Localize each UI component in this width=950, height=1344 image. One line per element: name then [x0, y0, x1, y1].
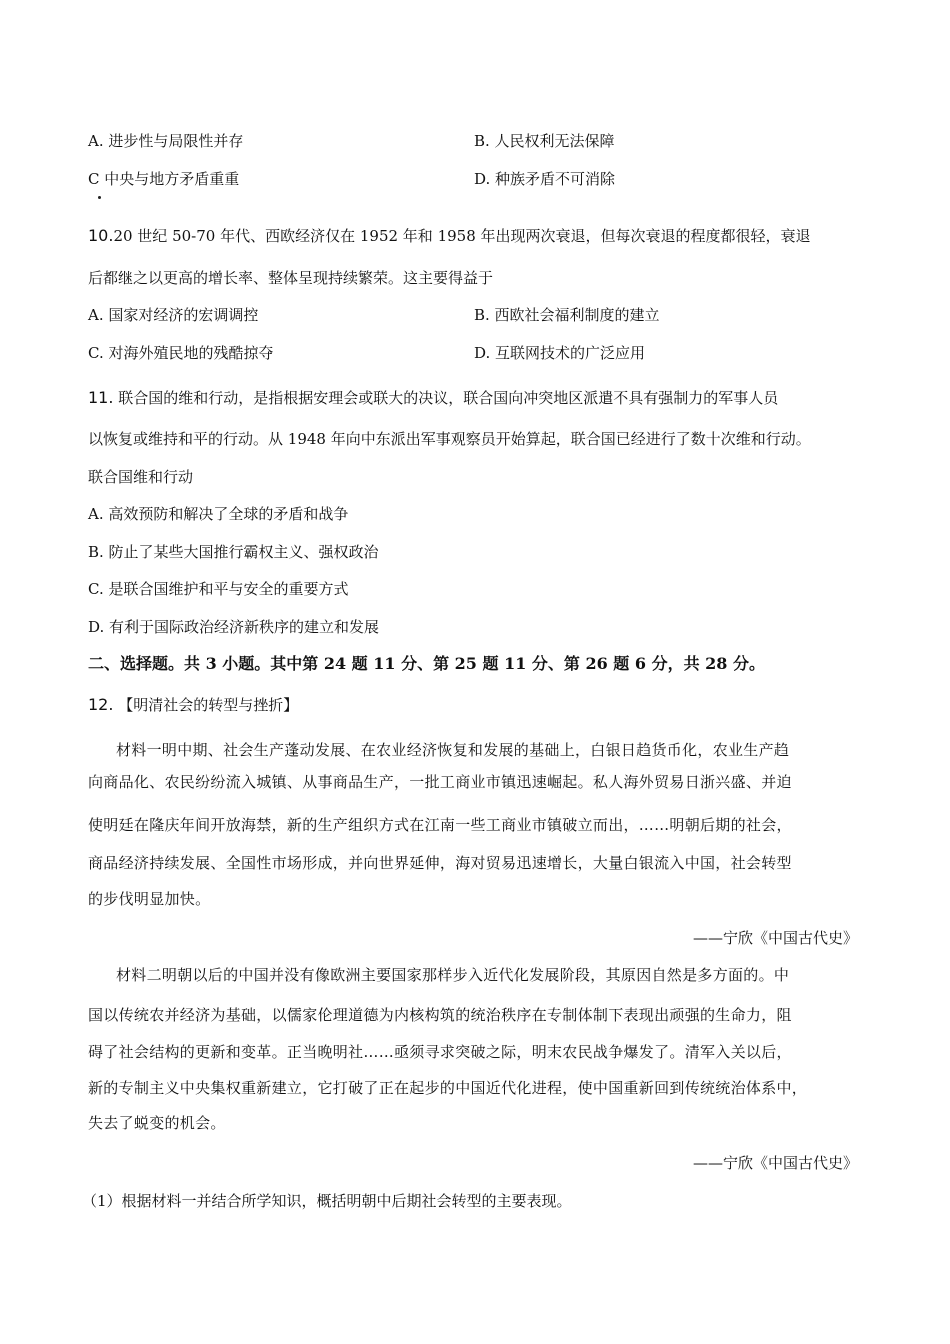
q12-subquestion-1: （1）根据材料一并结合所学知识，概括明朝中后期社会转型的主要表现。: [82, 1192, 572, 1210]
q9-option-a: A. 进步性与局限性并存: [88, 132, 244, 150]
q11-option-b: B. 防止了某些大国推行霸权主义、强权政治: [88, 543, 379, 561]
material-2-line-1: 材料二明朝以后的中国并没有像欧洲主要国家那样步入近代化发展阶段，其原因自然是多方面的。中: [116, 966, 790, 984]
stray-dot-mark: [98, 196, 101, 199]
material-1-line-2: 向商品化、农民纷纷流入城镇、从事商品生产，一批工商业市镇迅速崛起。私人海外贸易日浙兴盛、并迫: [88, 773, 792, 791]
q12-heading: 【明清社会的转型与挫折】: [113, 696, 299, 714]
q11-number: 11.: [88, 388, 114, 407]
q10-stem-line-2: 后都继之以更高的增长率、整体呈现持续繁荣。这主要得益于: [88, 269, 494, 287]
q10-stem-line-1: [88, 225, 811, 247]
section-2-heading: 二、选择题。共 3 小题。其中第 24 题 11 分、第 25 题 11 分、第 26 题 6 分，共 28 分。: [88, 654, 765, 673]
q11-option-d: D. 有利于国际政治经济新秩序的建立和发展: [88, 618, 380, 636]
q11-stem-line-1: [88, 387, 778, 409]
material-1-line-3: 使明廷在隆庆年间开放海禁，新的生产组织方式在江南一些工商业市镇破立而出，……明朝后期的社会，: [88, 816, 792, 834]
material-1-line-5: 的步伐明显加快。: [88, 890, 211, 908]
material-2-line-3: 碍了社会结构的更新和变革。正当晚明社……亟须寻求突破之际，明末农民战争爆发了。清军入关以后，: [88, 1043, 792, 1061]
q11-option-c: C. 是联合国维护和平与安全的重要方式: [88, 580, 349, 598]
material-1-line-4: 商品经济持续发展、全国性市场形成，并向世界延伸，海对贸易迅速增长，大量白银流入中国，社会转型: [88, 854, 792, 872]
q9-option-d: D. 种族矛盾不可消除: [474, 170, 616, 188]
material-1-source: ——宁欣《中国古代史》: [692, 929, 858, 947]
material-2-line-4: 新的专制主义中央集权重新建立，它打破了正在起步的中国近代化进程，使中国重新回到传统统治体系中，: [88, 1079, 808, 1097]
material-2-line-5: 失去了蜕变的机会。: [88, 1114, 226, 1132]
q10-stem-text-1: 20 世纪 50-70 年代、西欧经济仅在 1952 年和 1958 年出现两次衰退，但每次衰退的程度都很轻，衰退: [113, 227, 811, 245]
q11-stem-line-2: 以恢复或维持和平的行动。从 1948 年向中东派出军事观察员开始算起，联合国已经进行了数十次维和行动。: [88, 430, 811, 448]
material-2-source: ——宁欣《中国古代史》: [692, 1154, 858, 1172]
q10-option-d: D. 互联网技术的广泛应用: [474, 344, 646, 362]
q10-number: 10.: [88, 226, 114, 245]
q11-stem-line-3: 联合国维和行动: [88, 468, 194, 486]
q12-heading-line: [88, 694, 298, 716]
q11-stem-text-1: 联合国的维和行动，是指根据安理会或联大的决议，联合国向冲突地区派遣不具有强制力的军事人员: [113, 389, 779, 407]
q10-option-b: B. 西欧社会福利制度的建立: [474, 306, 660, 324]
q10-option-c: C. 对海外殖民地的残酷掠夺: [88, 344, 274, 362]
q10-option-a: A. 国家对经济的宏调调控: [88, 306, 259, 324]
q11-option-a: A. 高效预防和解决了全球的矛盾和战争: [88, 505, 349, 523]
material-1-line-1: 材料一明中期、社会生产蓬动发展、在农业经济恢复和发展的基础上，白银日趋货币化，农业生产趋: [116, 741, 790, 759]
q12-number: 12.: [88, 695, 114, 714]
q9-option-c: C 中央与地方矛盾重重: [88, 170, 240, 188]
material-2-line-2: 国以传统农并经济为基础，以儒家伦理道德为内核构筑的统治秩序在专制体制下表现出顽强的生命力，阻: [88, 1006, 792, 1024]
q9-option-b: B. 人民权利无法保障: [474, 132, 615, 150]
